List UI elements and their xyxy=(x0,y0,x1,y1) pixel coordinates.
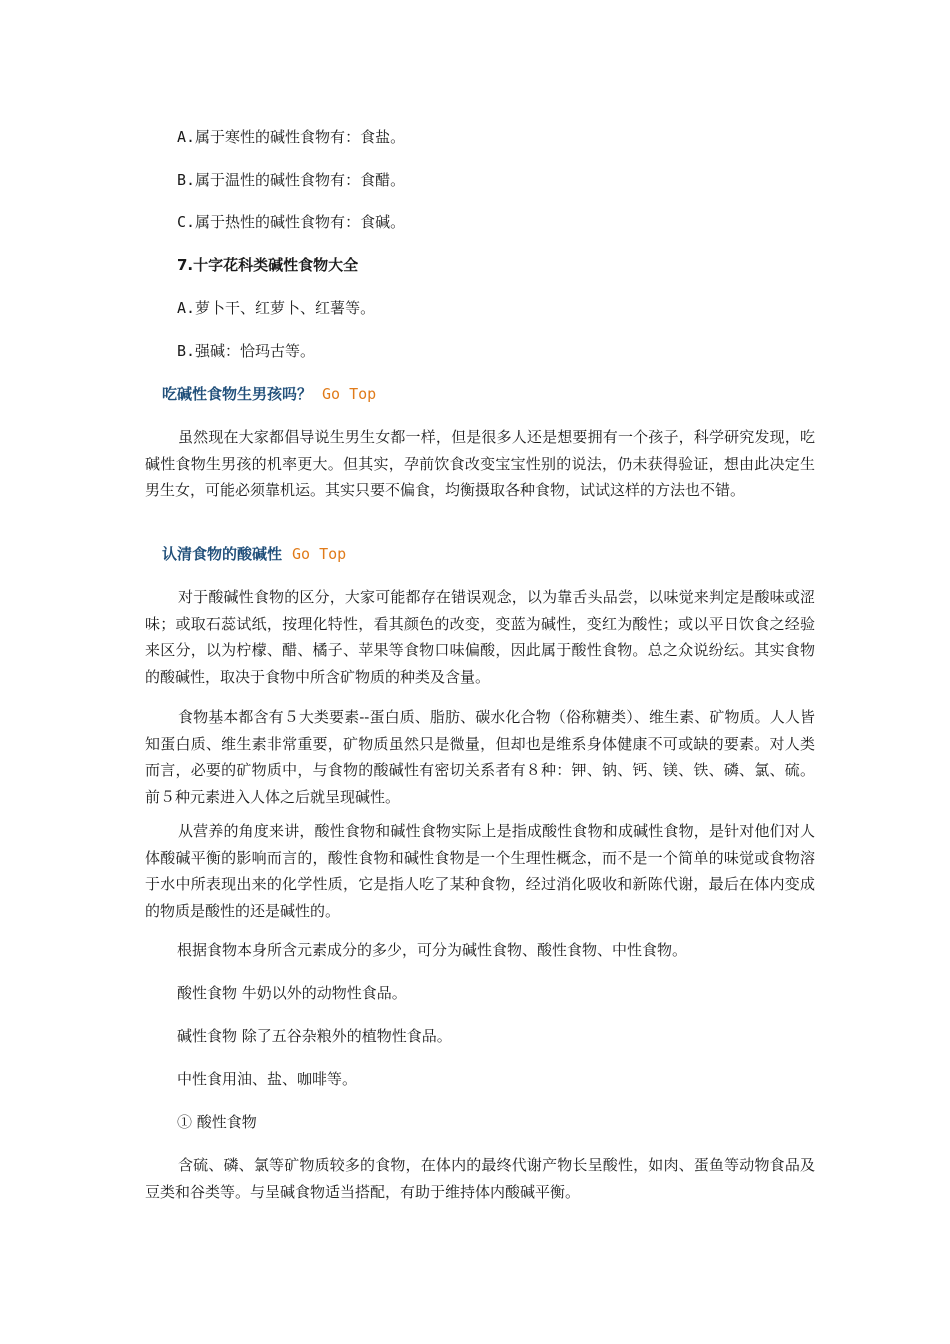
paragraph-text: 虽然现在大家都倡导说生男生女都一样，但是很多人还是想要拥有一个孩子，科学研究发现，吃碱性食物生男孩的机率更大。但其实，孕前饮食改变宝宝性别的说法，仍未获得验证，想由此决定生男生女，可能必须靠机运。其实只要不偏食，均衡摄取各种食物，试试这样的方法也不错。 xyxy=(145,428,815,499)
paragraph-acidic-food xyxy=(145,1152,815,1205)
definition-neutral-food: 中性食用油、盐、咖啡等。 xyxy=(177,1070,358,1088)
paragraph-boy xyxy=(145,424,815,504)
paragraph-acidity-2 xyxy=(145,704,815,810)
list-item-hot-alkaline: C.属于热性的碱性食物有：食碱。 xyxy=(177,213,406,231)
section-header-acidity xyxy=(162,544,346,564)
paragraph-text: 对于酸碱性食物的区分，大家可能都存在错误观念，以为靠舌头品尝，以味觉来判定是酸味或涩味；或取石蕊试纸，按理化特性，看其颜色的改变，变蓝为碱性，变红为酸性；或以平日饮食之经验来区分，以为柠檬、醋、橘子、苹果等食物口味偏酸，因此属于酸性食物。总之众说纷纭。其实食物的酸碱性，取决于食物中所含矿物质的种类及含量。 xyxy=(145,588,815,686)
list-item-cold-alkaline: A.属于寒性的碱性食物有：食盐。 xyxy=(177,128,406,146)
section-title-boy: 吃碱性食物生男孩吗？ xyxy=(162,385,313,403)
subheading-acidic-food: ① 酸性食物 xyxy=(177,1113,257,1131)
list-item-strong-alkaline: B.强碱：恰玛古等。 xyxy=(177,342,316,360)
section-heading-cruciferous: 7.十字花科类碱性食物大全 xyxy=(177,256,359,274)
section-header-boy xyxy=(162,384,376,404)
definition-acidic-food: 酸性食物 牛奶以外的动物性食品。 xyxy=(177,984,407,1002)
go-top-link[interactable]: Go Top xyxy=(322,385,377,403)
paragraph-text: 含硫、磷、氯等矿物质较多的食物，在体内的最终代谢产物长呈酸性，如肉、蛋鱼等动物食品及豆类和谷类等。与呈碱食物适当搭配，有助于维持体内酸碱平衡。 xyxy=(145,1156,815,1201)
definition-alkaline-food: 碱性食物 除了五谷杂粮外的植物性食品。 xyxy=(177,1027,452,1045)
paragraph-text: 从营养的角度来讲，酸性食物和碱性食物实际上是指成酸性食物和成碱性食物，是针对他们对人体酸碱平衡的影响而言的，酸性食物和碱性食物是一个生理性概念，而不是一个简单的味觉或食物溶于水中所表现出来的化学性质，它是指人吃了某种食物，经过消化吸收和新陈代谢，最后在体内变成的物质是酸性的还是碱性的。 xyxy=(145,822,815,920)
paragraph-text: 食物基本都含有５大类要素--蛋白质、脂肪、碳水化合物（俗称糖类）、维生素、矿物质。人人皆知蛋白质、维生素非常重要，矿物质虽然只是微量，但却也是维系身体健康不可或缺的要素。对人类而言，必要的矿物质中，与食物的酸碱性有密切关系者有８种：钾、钠、钙、镁、铁、磷、氯、硫。前５种元素进入人体之后就呈现碱性。 xyxy=(145,708,815,806)
paragraph-classification: 根据食物本身所含元素成分的多少，可分为碱性食物、酸性食物、中性食物。 xyxy=(177,941,688,959)
paragraph-acidity-1 xyxy=(145,584,815,690)
section-title-acidity: 认清食物的酸碱性 xyxy=(162,545,283,563)
list-item-radish: A.萝卜干、红萝卜、红薯等。 xyxy=(177,299,376,317)
go-top-link[interactable]: Go Top xyxy=(292,545,347,563)
paragraph-acidity-3 xyxy=(145,818,815,924)
list-item-warm-alkaline: B.属于温性的碱性食物有：食醋。 xyxy=(177,171,406,189)
